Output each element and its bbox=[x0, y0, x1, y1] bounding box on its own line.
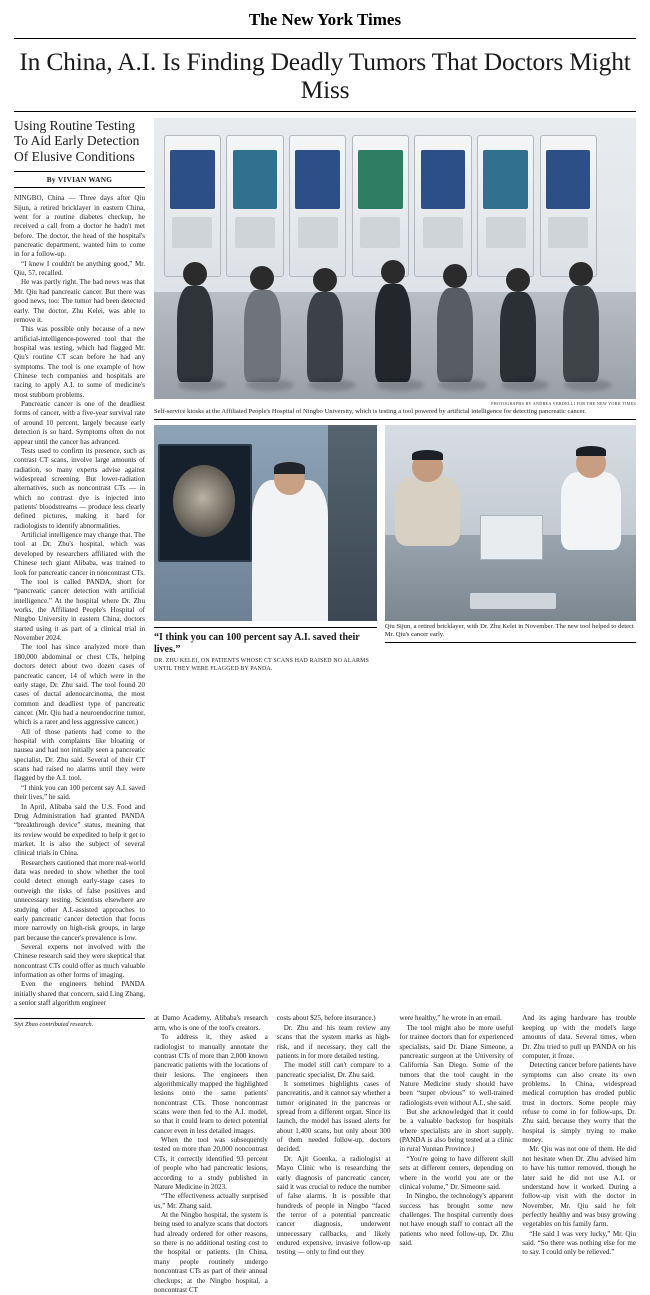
kiosk-panel bbox=[298, 217, 338, 248]
kiosk-panel bbox=[423, 217, 463, 248]
paragraph: Tests used to confirm its presence, such as contrast CT scans, involve large amounts of radiation, so many experts advise against widespread screening. But lower-radiation alternatives, such as noncontrast CTs — in which no contrast dye is injected into patients' bloodstreams — produce less clearly defined pictures, making it hard for radiologists to identify abnormalities. bbox=[14, 446, 145, 530]
paragraph: Dr. Zhu and his team review any scans that the system marks as high-risk, and if necessary, they call the patients in for more detailed testing. bbox=[276, 1023, 391, 1060]
bottom-columns bbox=[14, 1014, 636, 1295]
paragraph: At the Ningbo hospital, the system is being used to analyze scans that doctors had already ordered for other reasons, so there is no additional testing cost to the hospital or patients. (In China, many people routinely undergo noncontrast CTs as part of their annual checkups; at the Ningbo hospital, a noncontrast CT bbox=[154, 1211, 268, 1294]
paragraph: “He said I was very lucky,” Mr. Qiu said. “So there was nothing else for me to say. I could only be relieved.” bbox=[522, 1229, 636, 1257]
person-body bbox=[500, 292, 536, 382]
pullquote-text: “I think you can 100 percent say A.I. saved their lives.” bbox=[154, 631, 360, 655]
paragraph: Dr. Ajit Goenka, a radiologist at Mayo Clinic who is researching the early diagnosis of pancreatic cancer, said it was crucial to reduce the number of false alarms. It is possible that hundreds of people in Ningbo “faced the terror of a potential pancreatic cancer diagnosis, underwent unnecessary callbacks, and likely endured expensive, invasive follow-up testing — only to find out they bbox=[276, 1154, 391, 1257]
paragraph: at Damo Academy, Alibaba's research arm, who is one of the tool's creators. bbox=[154, 1014, 268, 1032]
subheadline: Using Routine Testing To Aid Early Detection Of Elusive Conditions bbox=[14, 118, 140, 164]
ct-scan-image bbox=[173, 465, 235, 538]
article-column-2 bbox=[154, 1014, 268, 1295]
keyboard bbox=[470, 593, 555, 609]
self-service-kiosk bbox=[540, 135, 597, 278]
pullquote-attribution: DR. ZHU KELEI, ON PATIENTS WHOSE CT SCANS HAD RAISED NO ALARMS UNTIL THEY WERE FLAGGED BY PANDA. bbox=[154, 658, 369, 672]
floor-shadow bbox=[564, 379, 612, 391]
page-title: In China, A.I. Is Finding Deadly Tumors That Doctors Might Miss bbox=[19, 47, 631, 104]
paragraph: Pancreatic cancer is one of the deadliest forms of cancer, with a five-year survival rate of around 10 percent, largely because early detection is so hard. Symptoms often do not appear until the cancer has advanced. bbox=[14, 400, 145, 446]
paragraph: Mr. Qiu was not one of them. He did not hesitate when Dr. Zhu advised him to have his tumor removed, though he later said he did not use A.I. or understand how it worked. During a follow-up visit with the doctor in November, Mr. Qiu said he felt perfectly healthy and was busy growing vegetables on his family farm. bbox=[522, 1145, 636, 1229]
person-head bbox=[506, 268, 530, 292]
doctor-scan-photo bbox=[154, 425, 377, 621]
paragraph: “I knew I couldn't be anything good,” Mr. Qiu, 57, recalled. bbox=[14, 259, 145, 278]
paragraph: Several experts not involved with the Chinese research said they were skeptical that noncontrast CTs could offer as much valuable information as other forms of imaging. bbox=[14, 942, 145, 980]
masthead-rule bbox=[14, 38, 636, 39]
paragraph: When the tool was subsequently tested on more than 20,000 noncontrast CTs, it correctly identified 93 percent of people who had pancreatic lesions, according to a study published in Nature Medicine in 2023. bbox=[154, 1136, 268, 1191]
self-service-kiosk bbox=[477, 135, 534, 278]
self-service-kiosk bbox=[226, 135, 283, 278]
kiosk-panel bbox=[172, 217, 212, 248]
kiosk-screen bbox=[170, 150, 214, 209]
contributor-note: Siyi Zhao contributed research. bbox=[14, 1018, 145, 1028]
person-head bbox=[313, 268, 337, 292]
desktop-computer bbox=[480, 515, 542, 560]
kiosk-panel bbox=[548, 217, 588, 248]
byline: By VIVIAN WANG bbox=[14, 171, 145, 188]
self-service-kiosk bbox=[352, 135, 409, 278]
article-column-4 bbox=[400, 1014, 514, 1295]
doctor-hair bbox=[576, 446, 606, 456]
photo-credit: PHOTOGRAPHS BY ANDREA VERDELLI FOR THE NEW YORK TIMES bbox=[491, 400, 636, 406]
left-lower-spacer bbox=[14, 1014, 145, 1295]
floor-shadow bbox=[178, 379, 226, 391]
kiosk-scene-illustration bbox=[154, 118, 636, 399]
top-section bbox=[14, 118, 636, 1008]
paragraph: “I think you can 100 percent say A.I. saved their lives,” he said. bbox=[14, 783, 145, 802]
office-scene-illustration bbox=[385, 425, 636, 621]
article-column-3 bbox=[277, 1014, 391, 1295]
self-service-kiosk bbox=[164, 135, 221, 278]
kiosk-panel bbox=[235, 217, 275, 248]
kiosk-screen bbox=[421, 150, 465, 209]
doctor-scene-illustration bbox=[154, 425, 377, 621]
paragraph: NINGBO, China — Three days after Qiu Sijun, a retired bricklayer in eastern China, went for a routine diabetes checkup, he received a call from a doctor he hadn't met before. The doctor, the head of the hospital's pancreatic department, wanted him to come in for a follow-up. bbox=[14, 194, 145, 259]
article-column-5 bbox=[522, 1014, 636, 1295]
paragraph: All of those patients had come to the hospital with complaints like bloating or nausea and had not initially seen a pancreatic specialist, Dr. Zhu said. Several of their CT scans had raised no alarms until they were flagged by the A.I. tool. bbox=[14, 727, 145, 783]
paragraph: “The effectiveness actually surprised us,” Mr. Zhang said. bbox=[154, 1192, 268, 1210]
person-body bbox=[375, 284, 411, 382]
doctor-lab-coat bbox=[252, 480, 328, 621]
right-column bbox=[154, 118, 636, 1008]
floor-shadow bbox=[246, 379, 294, 391]
paragraph: “You're going to have different skill sets at different centers, depending on where in the world you are or the clinical volume,” Dr. Simeone said. bbox=[399, 1154, 514, 1191]
person-body bbox=[307, 292, 343, 382]
paragraph: Detecting cancer before patients have symptoms can also create its own problems. In China, widespread medical corruption has eroded public trust in doctors. Some people may refuse to come in for follow-ups, Dr. Zhu said, because they worry that the hospital is simply trying to make money. bbox=[522, 1061, 636, 1145]
paragraph: Artificial intelligence may change that. The tool at Dr. Zhu's hospital, which was developed by researchers affiliated with the Chinese tech giant Alibaba, was trained to look for pancreatic cancer in noncontrast CTs. bbox=[14, 531, 145, 577]
left-column bbox=[14, 118, 145, 1008]
office-photo-block bbox=[385, 425, 636, 673]
person-body bbox=[177, 286, 213, 382]
paragraph: were healthy,” he wrote in an email. bbox=[399, 1014, 502, 1023]
paragraph: costs about $25, before insurance.) bbox=[276, 1014, 376, 1023]
paragraph: It sometimes highlights cases of pancreatitis, and it cannot say whether a tumor originated in the pancreas or spread from a different organ. Since its launch, the model has issued alerts for about 1,400 scans, but only about 300 of them needed follow-up, doctors decided. bbox=[276, 1079, 391, 1154]
kiosk-screen bbox=[358, 150, 402, 209]
paragraph: The model still can't compare to a pancreatic specialist, Dr. Zhu said. bbox=[276, 1061, 391, 1079]
kiosk-screen bbox=[483, 150, 527, 209]
patient-hair bbox=[412, 450, 442, 460]
doctor-hair bbox=[274, 462, 305, 474]
paragraph: To address it, they asked a radiologist to manually annotate the contrast CTs of more than 2,000 known pancreatic patients with the locations of their lesions. The engineers then algorithmically mapped the highlighted lesions onto the same patients' noncontrast CTs. Those noncontrast scans were then fed to the A.I. model, so that it could learn to detect potential cancer even in less detailed images. bbox=[154, 1033, 268, 1135]
kiosk-panel bbox=[360, 217, 400, 248]
floor-shadow bbox=[501, 379, 549, 391]
paragraph: He was partly right. The bad news was that Mr. Qiu had pancreatic cancer. But there was good news, too: The tumor had been detected early. The doctor, Zhu Kelei, was able to remove it. bbox=[14, 278, 145, 324]
self-service-kiosk bbox=[414, 135, 471, 278]
kiosk-screen bbox=[295, 150, 339, 209]
hospital-kiosk-photo bbox=[154, 118, 636, 399]
person-at-kiosk bbox=[506, 268, 530, 382]
room-side-wall bbox=[328, 425, 377, 621]
person-at-kiosk bbox=[313, 268, 337, 382]
headline-rule bbox=[14, 111, 636, 112]
nyt-logo: The New York Times bbox=[248, 10, 402, 29]
lower-photo-row bbox=[154, 425, 636, 673]
person-at-kiosk bbox=[569, 262, 593, 382]
kiosk-screen bbox=[233, 150, 277, 209]
paragraph: The tool might also be more useful for trainee doctors than for experienced specialists, said Dr. Diane Simeone, a pancreatic surgeon at the University of California San Diego. Some of the tumors that the tool caught in the Nature Medicine study should have been “super obvious” to well-trained radiologists even without A.I., she said. bbox=[399, 1023, 514, 1107]
patient-figure bbox=[395, 476, 460, 547]
person-head bbox=[250, 266, 274, 290]
ct-scan-monitor bbox=[158, 444, 251, 562]
person-at-kiosk bbox=[443, 264, 467, 382]
paragraph: In April, Alibaba said the U.S. Food and Drug Administration had granted PANDA “breakthrough device” status, meaning that its review would be expedited to help it get to market. It is also the subject of several clinical trials in China. bbox=[14, 802, 145, 858]
self-service-kiosk bbox=[289, 135, 346, 278]
floor-shadow bbox=[438, 379, 486, 391]
person-body bbox=[563, 286, 599, 382]
paragraph: In Ningbo, the technology's apparent success has brought some new challenges. The hospital currently does not have enough staff to contact all the patients who need follow-up, Dr. Zhu said. bbox=[399, 1192, 514, 1248]
paragraph: Researchers cautioned that more real-world data was needed to show whether the tool could detect enough early-stage cases to outweigh the risks of false positives and unnecessary testing. Scientists elsewhere are studying other A.I.-assisted approaches to early pancreatic cancer detection that focus more narrowly on high-risk groups, in large part because the cancer's prevalence is low. bbox=[14, 858, 145, 942]
pullquote bbox=[154, 627, 377, 673]
photo-caption: Qiu Sijun, a retired bricklayer, with Dr. Zhu Kelei in November. The new tool helped to detect Mr. Qiu's cancer early. bbox=[385, 623, 636, 643]
masthead bbox=[14, 6, 636, 34]
person-head bbox=[381, 260, 405, 284]
paragraph: Even the engineers behind PANDA initially shared that concern, said Ling Zhang, a senior staff algorithm engineer bbox=[14, 980, 145, 1008]
paragraph: The tool is called PANDA, short for “pancreatic cancer detection with artificial intelligence.” At the hospital where Dr. Zhu works, the Affiliated People's Hospital of Ningbo University in eastern China, doctors started using it as part of a clinical trial in November 2024. bbox=[14, 577, 145, 643]
photo-caption: Self-service kiosks at the Affiliated People's Hospital of Ningbo University, which is testing a tool powered by artificial intelligence for detecting pancreatic cancer. bbox=[154, 408, 636, 420]
person-at-kiosk bbox=[250, 266, 274, 382]
paragraph: And its aging hardware has trouble keeping up with the model's large amounts of data. Several times, when Dr. Zhu tried to pull up PANDA on his computer, it froze. bbox=[522, 1014, 636, 1060]
person-head bbox=[183, 262, 207, 286]
person-body bbox=[437, 288, 473, 382]
kiosk-panel bbox=[486, 217, 526, 248]
floor-shadow bbox=[376, 379, 424, 391]
person-head bbox=[443, 264, 467, 288]
person-at-kiosk bbox=[183, 262, 207, 382]
doctor-figure bbox=[561, 472, 621, 550]
person-at-kiosk bbox=[381, 260, 405, 382]
floor-shadow bbox=[308, 379, 356, 391]
paragraph: This was possible only because of a new artificial-intelligence-powered tool that the hospital was testing, which had flagged Mr. Qiu's routine CT scan before he had any symptoms. The tool is one example of how Chinese tech companies and hospitals are racing to apply A.I. to some of medicine's most stubborn problems. bbox=[14, 325, 145, 399]
person-body bbox=[244, 290, 280, 382]
paragraph: The tool has since analyzed more than 180,000 abdominal or chest CTs, helping doctors detect about two dozen cases of pancreatic cancer, 14 of which were in the early stage, Dr. Zhu said. The tool found 20 cases of ductal adenocarcinoma, the most common and deadliest type of pancreatic cancer. (Mr. Qiu had a neuroendocrine tumor, which is a rarer and less aggressive cancer.) bbox=[14, 643, 145, 727]
article-column-1 bbox=[14, 194, 145, 1008]
kiosk-screen bbox=[546, 150, 590, 209]
doctor-photo-block bbox=[154, 425, 377, 673]
person-head bbox=[569, 262, 593, 286]
consultation-photo bbox=[385, 425, 636, 621]
paragraph: But she acknowledged that it could be a valuable backstop for hospitals where specialists are in short supply. (PANDA is also being tested at a clinic in rural Yunnan Province.) bbox=[399, 1108, 514, 1154]
